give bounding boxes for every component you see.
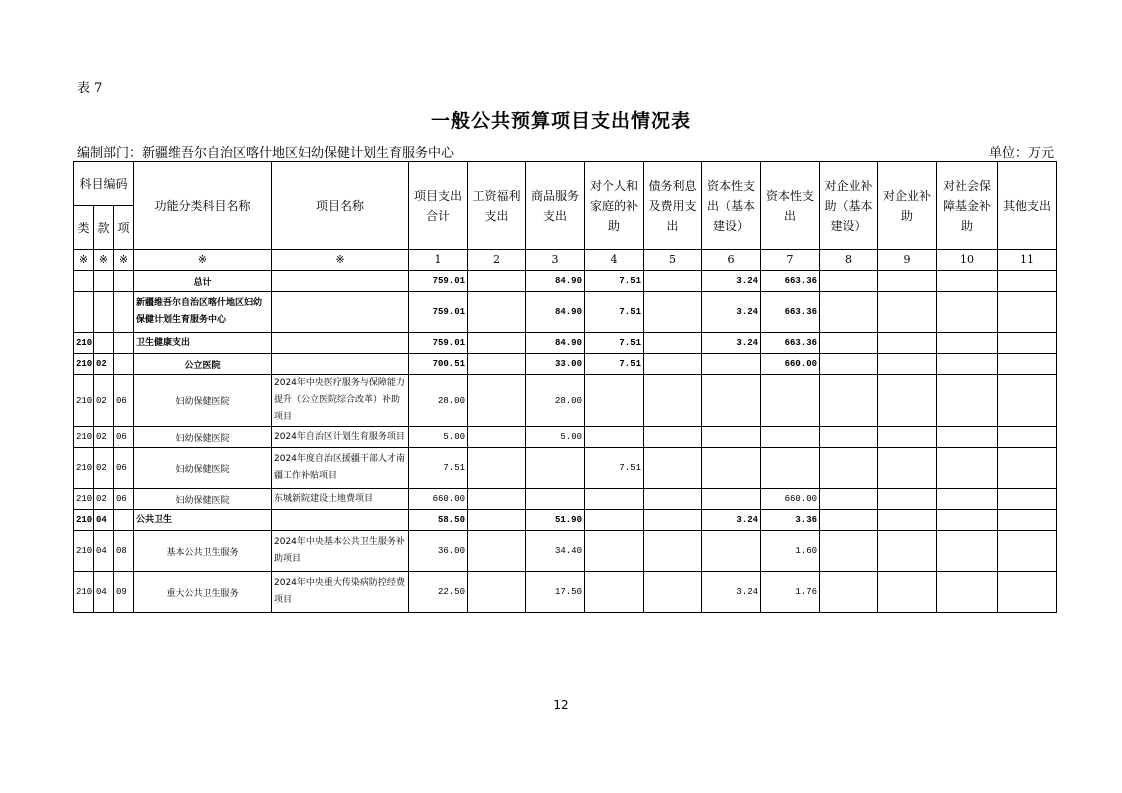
enterprise-subsidy-construction-cell: [820, 292, 878, 333]
code-lei-cell: 210: [74, 531, 94, 572]
goods-services-cell: [526, 448, 585, 489]
other-cell: [998, 510, 1057, 531]
other-cell: [998, 489, 1057, 510]
func-name-cell: 新疆维吾尔自治区喀什地区妇幼保健计划生育服务中心: [134, 292, 272, 333]
capital-construction-cell: 3.24: [702, 292, 761, 333]
social-security-cell: [937, 572, 998, 613]
other-cell: [998, 572, 1057, 613]
enterprise-subsidy-cell: [878, 448, 937, 489]
wages-cell: [468, 292, 526, 333]
index-cell: 2: [468, 250, 526, 271]
table-row: [74, 427, 1057, 448]
col-header-kuan: 款: [94, 206, 114, 250]
debt-interest-cell: [644, 489, 702, 510]
code-xiang-cell: 09: [114, 572, 134, 613]
goods-services-cell: 5.00: [526, 427, 585, 448]
enterprise-subsidy-construction-cell: [820, 448, 878, 489]
index-cell: 4: [585, 250, 644, 271]
index-cell: 3: [526, 250, 585, 271]
capital-cell: 663.36: [761, 333, 820, 354]
code-xiang-cell: 06: [114, 375, 134, 427]
individual-subsidy-cell: [585, 489, 644, 510]
project-name-cell: 2024年中央重大传染病防控经费项目: [272, 572, 409, 613]
table-row: [74, 572, 1057, 613]
col-header-enterprise-subsidy: 对企业补助: [878, 162, 937, 250]
wages-cell: [468, 271, 526, 292]
department-label: 编制部门：新疆维吾尔自治区喀什地区妇幼保健计划生育服务中心: [77, 146, 455, 161]
total-cell: 28.00: [409, 375, 468, 427]
index-cell: 9: [878, 250, 937, 271]
table-number: 表 7: [77, 81, 103, 96]
wages-cell: [468, 489, 526, 510]
table-row: [74, 531, 1057, 572]
func-name-cell: 公共卫生: [134, 510, 272, 531]
index-cell: ※: [94, 250, 114, 271]
capital-construction-cell: [702, 375, 761, 427]
individual-subsidy-cell: 7.51: [585, 354, 644, 375]
goods-services-cell: 51.90: [526, 510, 585, 531]
goods-services-cell: 17.50: [526, 572, 585, 613]
other-cell: [998, 354, 1057, 375]
social-security-cell: [937, 510, 998, 531]
code-xiang-cell: [114, 333, 134, 354]
func-name-cell: 重大公共卫生服务: [134, 572, 272, 613]
total-cell: 36.00: [409, 531, 468, 572]
goods-services-cell: 34.40: [526, 531, 585, 572]
enterprise-subsidy-construction-cell: [820, 271, 878, 292]
table-row: [74, 510, 1057, 531]
header-row: [74, 162, 1057, 206]
social-security-cell: [937, 292, 998, 333]
table-row: [74, 489, 1057, 510]
capital-construction-cell: [702, 427, 761, 448]
capital-construction-cell: [702, 448, 761, 489]
enterprise-subsidy-construction-cell: [820, 531, 878, 572]
unit-label: 单位：万元: [988, 146, 1054, 161]
table-row: [74, 333, 1057, 354]
table-row: [74, 448, 1057, 489]
debt-interest-cell: [644, 292, 702, 333]
page-title: 一般公共预算项目支出情况表: [430, 110, 691, 132]
index-cell: 8: [820, 250, 878, 271]
col-header-capital-construction: 资本性支出（基本建设）: [702, 162, 761, 250]
social-security-cell: [937, 531, 998, 572]
code-xiang-cell: 06: [114, 489, 134, 510]
other-cell: [998, 271, 1057, 292]
code-xiang-cell: 08: [114, 531, 134, 572]
wages-cell: [468, 333, 526, 354]
total-cell: 759.01: [409, 333, 468, 354]
index-cell: 7: [761, 250, 820, 271]
wages-cell: [468, 510, 526, 531]
code-lei-cell: 210: [74, 427, 94, 448]
other-cell: [998, 292, 1057, 333]
enterprise-subsidy-cell: [878, 354, 937, 375]
project-name-cell: 2024年度自治区援疆干部人才南疆工作补贴项目: [272, 448, 409, 489]
code-kuan-cell: 02: [94, 375, 114, 427]
code-lei-cell: 210: [74, 333, 94, 354]
col-header-debt-interest: 债务利息及费用支出: [644, 162, 702, 250]
func-name-cell: 妇幼保健医院: [134, 427, 272, 448]
total-cell: 7.51: [409, 448, 468, 489]
table-row: [74, 292, 1057, 333]
capital-construction-cell: 3.24: [702, 510, 761, 531]
col-header-lei: 类: [74, 206, 94, 250]
capital-cell: 3.36: [761, 510, 820, 531]
individual-subsidy-cell: 7.51: [585, 448, 644, 489]
col-header-func-name: 功能分类科目名称: [134, 162, 272, 250]
code-xiang-cell: 06: [114, 448, 134, 489]
project-name-cell: [272, 510, 409, 531]
debt-interest-cell: [644, 427, 702, 448]
debt-interest-cell: [644, 531, 702, 572]
enterprise-subsidy-construction-cell: [820, 354, 878, 375]
other-cell: [998, 333, 1057, 354]
total-cell: 759.01: [409, 271, 468, 292]
code-kuan-cell: 02: [94, 448, 114, 489]
other-cell: [998, 448, 1057, 489]
code-xiang-cell: [114, 271, 134, 292]
other-cell: [998, 531, 1057, 572]
code-xiang-cell: 06: [114, 427, 134, 448]
goods-services-cell: 28.00: [526, 375, 585, 427]
code-kuan-cell: [94, 271, 114, 292]
code-kuan-cell: [94, 333, 114, 354]
total-cell: 22.50: [409, 572, 468, 613]
col-header-individual-subsidy: 对个人和家庭的补助: [585, 162, 644, 250]
code-lei-cell: 210: [74, 510, 94, 531]
capital-cell: 660.00: [761, 354, 820, 375]
debt-interest-cell: [644, 354, 702, 375]
enterprise-subsidy-construction-cell: [820, 333, 878, 354]
other-cell: [998, 375, 1057, 427]
col-header-total: 项目支出合计: [409, 162, 468, 250]
enterprise-subsidy-construction-cell: [820, 489, 878, 510]
capital-cell: [761, 427, 820, 448]
table-row: [74, 375, 1057, 427]
wages-cell: [468, 375, 526, 427]
table-row: [74, 271, 1057, 292]
enterprise-subsidy-construction-cell: [820, 375, 878, 427]
code-kuan-cell: 04: [94, 531, 114, 572]
project-name-cell: [272, 292, 409, 333]
total-cell: 5.00: [409, 427, 468, 448]
index-cell: ※: [74, 250, 94, 271]
capital-cell: 663.36: [761, 271, 820, 292]
index-cell: 11: [998, 250, 1057, 271]
other-cell: [998, 427, 1057, 448]
capital-construction-cell: 3.24: [702, 333, 761, 354]
func-name-cell: 公立医院: [134, 354, 272, 375]
col-header-capital: 资本性支出: [761, 162, 820, 250]
code-lei-cell: [74, 271, 94, 292]
col-header-project-name: 项目名称: [272, 162, 409, 250]
code-lei-cell: 210: [74, 489, 94, 510]
social-security-cell: [937, 271, 998, 292]
index-cell: ※: [114, 250, 134, 271]
individual-subsidy-cell: [585, 572, 644, 613]
project-name-cell: [272, 271, 409, 292]
col-header-wages: 工资福利支出: [468, 162, 526, 250]
individual-subsidy-cell: 7.51: [585, 292, 644, 333]
individual-subsidy-cell: 7.51: [585, 333, 644, 354]
func-name-cell: 妇幼保健医院: [134, 489, 272, 510]
project-name-cell: 2024年自治区计划生育服务项目: [272, 427, 409, 448]
code-kuan-cell: 02: [94, 427, 114, 448]
goods-services-cell: 84.90: [526, 292, 585, 333]
code-lei-cell: [74, 292, 94, 333]
social-security-cell: [937, 489, 998, 510]
social-security-cell: [937, 448, 998, 489]
col-header-code-group: 科目编码: [74, 162, 134, 206]
goods-services-cell: [526, 489, 585, 510]
col-header-xiang: 项: [114, 206, 134, 250]
capital-construction-cell: [702, 531, 761, 572]
enterprise-subsidy-cell: [878, 531, 937, 572]
individual-subsidy-cell: [585, 510, 644, 531]
individual-subsidy-cell: [585, 427, 644, 448]
code-lei-cell: 210: [74, 375, 94, 427]
col-header-social-security: 对社会保障基金补助: [937, 162, 998, 250]
enterprise-subsidy-cell: [878, 510, 937, 531]
code-xiang-cell: [114, 292, 134, 333]
func-name-cell: 总计: [134, 271, 272, 292]
debt-interest-cell: [644, 271, 702, 292]
code-kuan-cell: 04: [94, 510, 114, 531]
index-cell: 10: [937, 250, 998, 271]
col-header-goods-services: 商品服务支出: [526, 162, 585, 250]
debt-interest-cell: [644, 333, 702, 354]
col-header-enterprise-subsidy-construction: 对企业补助（基本建设）: [820, 162, 878, 250]
debt-interest-cell: [644, 510, 702, 531]
capital-cell: 1.60: [761, 531, 820, 572]
col-header-other: 其他支出: [998, 162, 1057, 250]
capital-cell: 660.00: [761, 489, 820, 510]
wages-cell: [468, 572, 526, 613]
goods-services-cell: 33.00: [526, 354, 585, 375]
enterprise-subsidy-cell: [878, 292, 937, 333]
index-cell: ※: [134, 250, 272, 271]
capital-cell: 663.36: [761, 292, 820, 333]
wages-cell: [468, 531, 526, 572]
capital-construction-cell: 3.24: [702, 271, 761, 292]
wages-cell: [468, 354, 526, 375]
func-name-cell: 妇幼保健医院: [134, 448, 272, 489]
index-cell: 5: [644, 250, 702, 271]
project-name-cell: [272, 354, 409, 375]
debt-interest-cell: [644, 375, 702, 427]
project-name-cell: 东城新院建设土地费项目: [272, 489, 409, 510]
total-cell: 700.51: [409, 354, 468, 375]
code-xiang-cell: [114, 354, 134, 375]
wages-cell: [468, 448, 526, 489]
enterprise-subsidy-cell: [878, 333, 937, 354]
capital-construction-cell: 3.24: [702, 572, 761, 613]
enterprise-subsidy-cell: [878, 489, 937, 510]
total-cell: 58.50: [409, 510, 468, 531]
table-row: [74, 354, 1057, 375]
debt-interest-cell: [644, 448, 702, 489]
enterprise-subsidy-cell: [878, 427, 937, 448]
total-cell: 660.00: [409, 489, 468, 510]
enterprise-subsidy-construction-cell: [820, 510, 878, 531]
code-lei-cell: 210: [74, 572, 94, 613]
debt-interest-cell: [644, 572, 702, 613]
budget-table: [73, 161, 1057, 613]
enterprise-subsidy-construction-cell: [820, 427, 878, 448]
index-cell: 1: [409, 250, 468, 271]
code-kuan-cell: 02: [94, 489, 114, 510]
code-lei-cell: 210: [74, 354, 94, 375]
func-name-cell: 卫生健康支出: [134, 333, 272, 354]
capital-cell: [761, 375, 820, 427]
social-security-cell: [937, 375, 998, 427]
individual-subsidy-cell: [585, 375, 644, 427]
wages-cell: [468, 427, 526, 448]
goods-services-cell: 84.90: [526, 271, 585, 292]
capital-cell: 1.76: [761, 572, 820, 613]
goods-services-cell: 84.90: [526, 333, 585, 354]
table-body: [74, 271, 1057, 613]
social-security-cell: [937, 354, 998, 375]
code-lei-cell: 210: [74, 448, 94, 489]
project-name-cell: 2024年中央基本公共卫生服务补助项目: [272, 531, 409, 572]
func-name-cell: 基本公共卫生服务: [134, 531, 272, 572]
capital-cell: [761, 448, 820, 489]
enterprise-subsidy-cell: [878, 271, 937, 292]
func-name-cell: 妇幼保健医院: [134, 375, 272, 427]
code-kuan-cell: 04: [94, 572, 114, 613]
total-cell: 759.01: [409, 292, 468, 333]
code-xiang-cell: [114, 510, 134, 531]
capital-construction-cell: [702, 354, 761, 375]
code-kuan-cell: 02: [94, 354, 114, 375]
index-cell: ※: [272, 250, 409, 271]
social-security-cell: [937, 333, 998, 354]
code-kuan-cell: [94, 292, 114, 333]
index-row: [74, 250, 1057, 271]
enterprise-subsidy-cell: [878, 375, 937, 427]
social-security-cell: [937, 427, 998, 448]
capital-construction-cell: [702, 489, 761, 510]
enterprise-subsidy-construction-cell: [820, 572, 878, 613]
page-number: 12: [553, 698, 569, 712]
enterprise-subsidy-cell: [878, 572, 937, 613]
individual-subsidy-cell: 7.51: [585, 271, 644, 292]
project-name-cell: [272, 333, 409, 354]
project-name-cell: 2024年中央医疗服务与保障能力提升（公立医院综合改革）补助项目: [272, 375, 409, 427]
index-cell: 6: [702, 250, 761, 271]
individual-subsidy-cell: [585, 531, 644, 572]
